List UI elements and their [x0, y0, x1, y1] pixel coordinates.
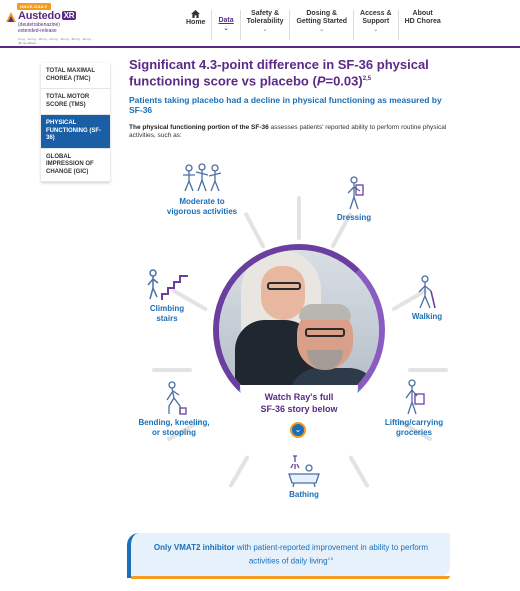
decorative-ray [297, 196, 301, 240]
bending-icon [160, 380, 188, 416]
once-daily-badge: ONCE-DAILY [17, 3, 51, 10]
logo-mark-icon [5, 11, 17, 23]
logo-generic-name: (deutetrabenazine) extended-release [18, 22, 60, 34]
chevron-down-icon: ⌄ [319, 27, 325, 33]
home-icon [191, 10, 200, 18]
activity-lifting: Lifting/carrying groceries [370, 378, 458, 438]
decorative-ray [408, 368, 448, 372]
decorative-ray [348, 455, 369, 488]
nav-data-label: Data [218, 17, 234, 24]
chevron-down-icon: ⌄ [223, 26, 229, 32]
callout-accent-bar [131, 576, 450, 579]
vmat2-callout [127, 533, 450, 578]
dressing-icon [343, 175, 365, 211]
nav-data[interactable] [212, 10, 240, 40]
main-nav [180, 10, 447, 40]
sidebar-item-gic[interactable]: GLOBAL IMPRESSION OF CHANGE (GIC) [41, 149, 110, 183]
nav-dosing-line1: Dosing & [306, 10, 338, 17]
activity-climbing: Climbing stairs [140, 268, 194, 324]
sidebar-item-tmc[interactable]: TOTAL MAXIMAL CHOREA (TMC) [41, 63, 110, 89]
page-subtitle: Patients taking placebo had a decline in physical functioning as measured by SF-36 [129, 95, 442, 115]
nav-dosing-line2: Getting Started [296, 18, 348, 25]
nav-access-line2: Support [362, 18, 390, 25]
decorative-ray [228, 455, 249, 488]
activity-bending: Bending, kneeling, or stooping [126, 380, 222, 438]
nav-access-line1: Access & [360, 10, 392, 17]
site-header [0, 0, 520, 48]
sidebar-item-sf36[interactable]: PHYSICAL FUNCTIONING (SF-36) [41, 115, 110, 149]
chevron-down-icon: ⌄ [373, 27, 379, 33]
watch-ray-text: Watch Ray's full SF-36 story below [260, 392, 338, 414]
sf36-description: The physical functioning portion of the SF-36 assesses patients' reported ability to perform routine physical activities, such as: [129, 124, 447, 139]
activity-moderate: Moderate to vigorous activities [150, 163, 254, 217]
page-title: Significant 4.3-point difference in SF-36 physical functioning score vs placebo (P=0.03)$^{2,5}$ [129, 57, 429, 89]
stairs-icon [144, 268, 190, 302]
nav-safety-line1: Safety & [251, 10, 280, 17]
nav-about[interactable] [399, 10, 447, 40]
nav-dosing[interactable] [290, 10, 354, 40]
nav-home[interactable] [180, 10, 212, 40]
decorative-ray [152, 368, 192, 372]
walking-cane-icon [414, 274, 440, 310]
activity-dressing: Dressing [328, 175, 380, 223]
logo-dose-line: 6 mg · 12 mg · 18 mg · 24 mg · 30 mg · 36 mg · 42 mg · 48 mg tablets [18, 37, 93, 45]
chevron-down-icon: ⌄ [294, 425, 302, 434]
nav-home-label: Home [186, 19, 206, 26]
activity-walking: Walking [402, 274, 452, 322]
nav-access[interactable] [354, 10, 399, 40]
nav-safety[interactable] [241, 10, 291, 40]
activity-bathing: Bathing [276, 452, 332, 500]
watch-ray-card[interactable] [240, 385, 358, 441]
scroll-down-button[interactable] [290, 422, 306, 438]
logo-brand: Austedo XR [18, 10, 75, 22]
callout-text: Only VMAT2 inhibitor with patient-reported improvement in ability to perform activities of daily living$^{2,5}$ [153, 543, 429, 566]
sidebar-item-tms[interactable]: TOTAL MOTOR SCORE (TMS) [41, 89, 110, 115]
nav-about-line2: HD Chorea [404, 18, 441, 25]
bathtub-icon [287, 452, 321, 488]
data-sidebar [41, 63, 110, 182]
austedo-logo[interactable] [3, 3, 93, 45]
nav-safety-line2: Tolerability [246, 18, 284, 25]
nav-about-line1: About [412, 10, 433, 17]
decorative-ray [243, 212, 265, 249]
groceries-icon [401, 378, 427, 416]
chevron-down-icon: ⌄ [262, 27, 268, 33]
three-people-icon [180, 163, 224, 195]
